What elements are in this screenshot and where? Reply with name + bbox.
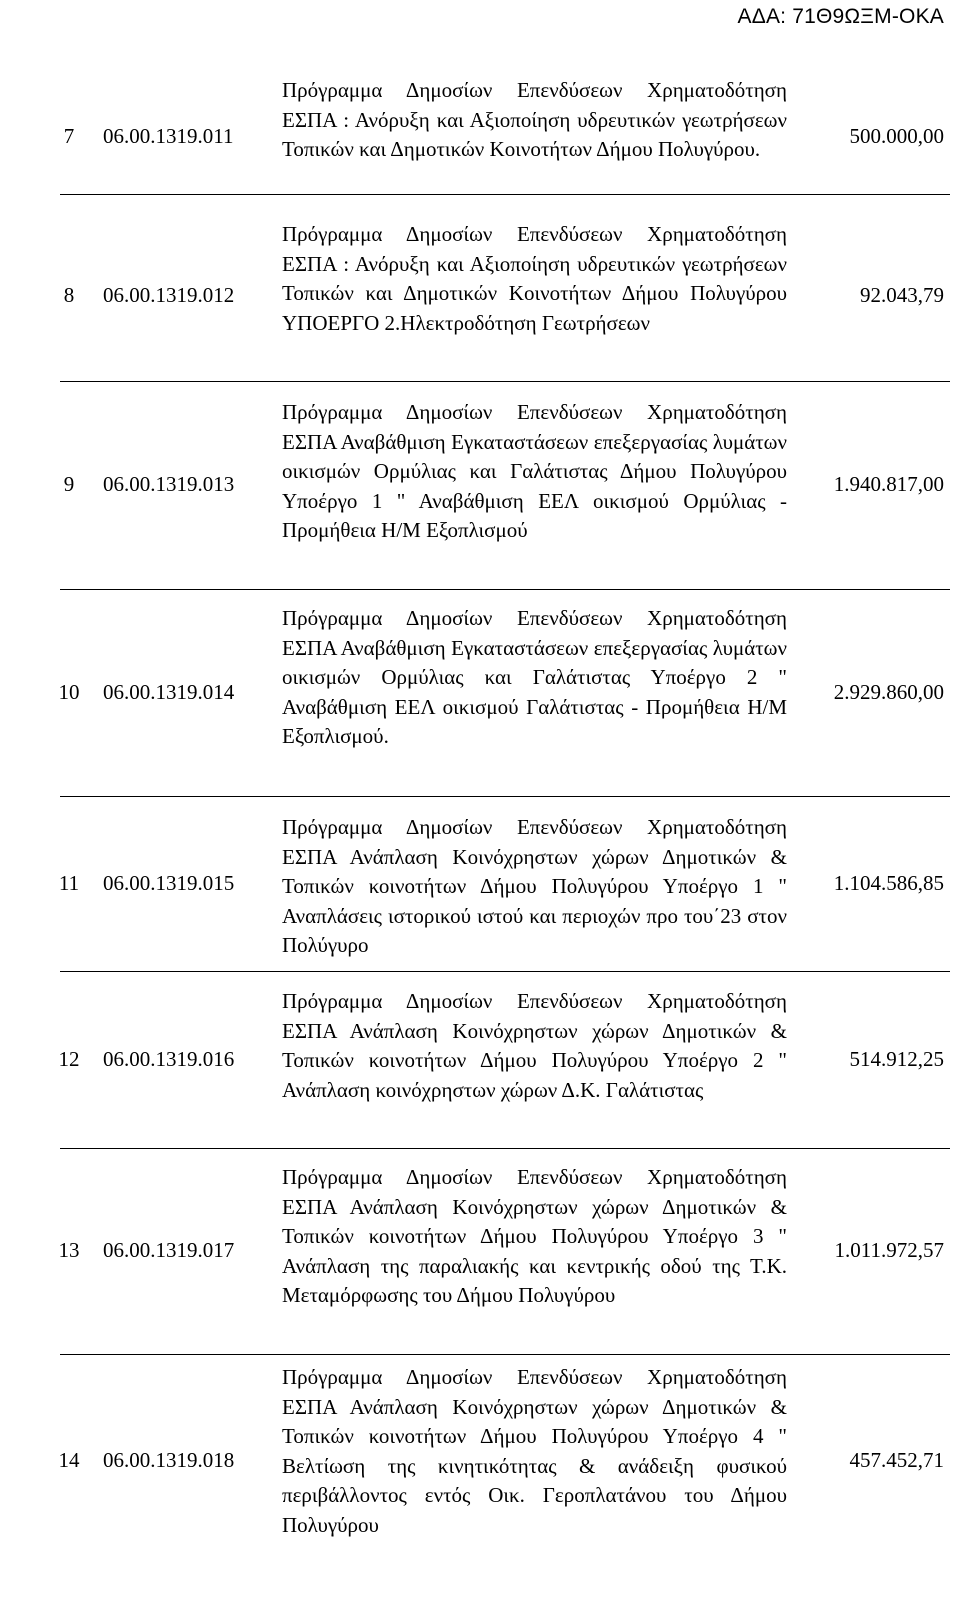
account-code: 06.00.1319.012 [103,283,235,307]
table-row [0,382,960,590]
account-code: 06.00.1319.014 [103,680,235,704]
account-code: 06.00.1319.013 [103,472,235,496]
amount-value: 2.929.860,00 [833,680,944,704]
table-row [0,70,960,195]
table-row [0,195,960,382]
amount-value: 457.452,71 [849,1448,944,1472]
row-number: 9 [63,472,75,496]
account-code: 06.00.1319.015 [103,871,235,895]
project-description: Πρόγραμμα Δημοσίων Επενδύσεων Χρηματοδότηση ΕΣΠΑ Ανάπλαση Κοινόχρηστων χώρων Δημοτικών & Τοπικών κοινοτήτων Δήμου Πολυγύρου Υποέργο 4 " Βελτίωση της κινητικότητας & ανάδειξη φυσικού περιβάλλοντος εντός Οικ. Γεροπλατάνου του Δήμου Πολυγύρου [282,1365,787,1537]
row-number: 7 [63,124,75,148]
project-description: Πρόγραμμα Δημοσίων Επενδύσεων Χρηματοδότηση ΕΣΠΑ Ανάπλαση Κοινόχρηστων χώρων Δημοτικών & Τοπικών κοινοτήτων Δήμου Πολυγύρου Υποέργο 3 " Ανάπλαση της παραλιακής και κεντρικής οδού της Τ.Κ. Μεταμόρφωσης του Δήμου Πολυγύρου [282,1165,787,1308]
account-code: 06.00.1319.011 [103,124,234,148]
amount-value: 500.000,00 [849,124,944,148]
project-description: Πρόγραμμα Δημοσίων Επενδύσεων Χρηματοδότηση ΕΣΠΑ : Ανόρυξη και Αξιοποίηση υδρευτικών γεωτρήσεων Τοπικών και Δημοτικών Κοινοτήτων Δήμου Πολυγύρου. [282,78,787,162]
project-description: Πρόγραμμα Δημοσίων Επενδύσεων Χρηματοδότηση ΕΣΠΑ Ανάπλαση Κοινόχρηστων χώρων Δημοτικών & Τοπικών κοινοτήτων Δήμου Πολυγύρου Υποέργο 2 " Ανάπλαση κοινόχρηστων χώρων Δ.Κ. Γαλάτιστας [282,989,787,1102]
row-number: 10 [58,680,80,704]
table-row [0,590,960,797]
project-description: Πρόγραμμα Δημοσίων Επενδύσεων Χρηματοδότηση ΕΣΠΑ : Ανόρυξη και Αξιοποίηση υδρευτικών γεωτρήσεων Τοπικών και Δημοτικών Κοινοτήτων Δήμου Πολυγύρου ΥΠΟΕΡΓΟ 2.Ηλεκτροδότηση Γεωτρήσεων [282,222,787,335]
row-number: 14 [58,1448,80,1472]
project-description: Πρόγραμμα Δημοσίων Επενδύσεων Χρηματοδότηση ΕΣΠΑ Αναβάθμιση Εγκαταστάσεων επεξεργασίας λυμάτων οικισμών Ορμύλιας και Γαλάτιστας Δήμου Πολυγύρου Υποέργο 1 " Αναβάθμιση ΕΕΛ οικισμού Ορμύλιας - Προμήθεια Η/Μ Εξοπλισμού [282,400,787,543]
amount-value: 1.011.972,57 [834,1238,944,1262]
row-number: 11 [58,871,80,895]
amount-value: 92.043,79 [860,283,944,307]
account-code: 06.00.1319.016 [103,1047,235,1071]
account-code: 06.00.1319.018 [103,1448,235,1472]
amount-value: 1.104.586,85 [833,871,944,895]
ada-header: ΑΔΑ: 71Θ9ΩΞΜ-ΟΚΑ [737,5,944,28]
amount-value: 514.912,25 [849,1047,944,1071]
account-code: 06.00.1319.017 [103,1238,235,1262]
table-row [0,972,960,1149]
project-description: Πρόγραμμα Δημοσίων Επενδύσεων Χρηματοδότηση ΕΣΠΑ Αναβάθμιση Εγκαταστάσεων επεξεργασίας λυμάτων οικισμών Ορμύλιας και Γαλάτιστας Υποέργο 2 " Αναβάθμιση ΕΕΛ οικισμού Γαλάτιστας - Προμήθεια Η/Μ Εξοπλισμού. [282,606,787,749]
table-row [0,797,960,972]
project-description: Πρόγραμμα Δημοσίων Επενδύσεων Χρηματοδότηση ΕΣΠΑ Ανάπλαση Κοινόχρηστων χώρων Δημοτικών & Τοπικών κοινοτήτων Δήμου Πολυγύρου Υποέργο 1 " Αναπλάσεις ιστορικού ιστού και περιοχών προ του΄23 στον Πολύγυρο [282,815,787,958]
amount-value: 1.940.817,00 [833,472,944,496]
row-number: 12 [58,1047,80,1071]
row-number: 13 [58,1238,80,1262]
table-row [0,1149,960,1355]
table-row [0,1355,960,1611]
row-number: 8 [63,283,75,307]
